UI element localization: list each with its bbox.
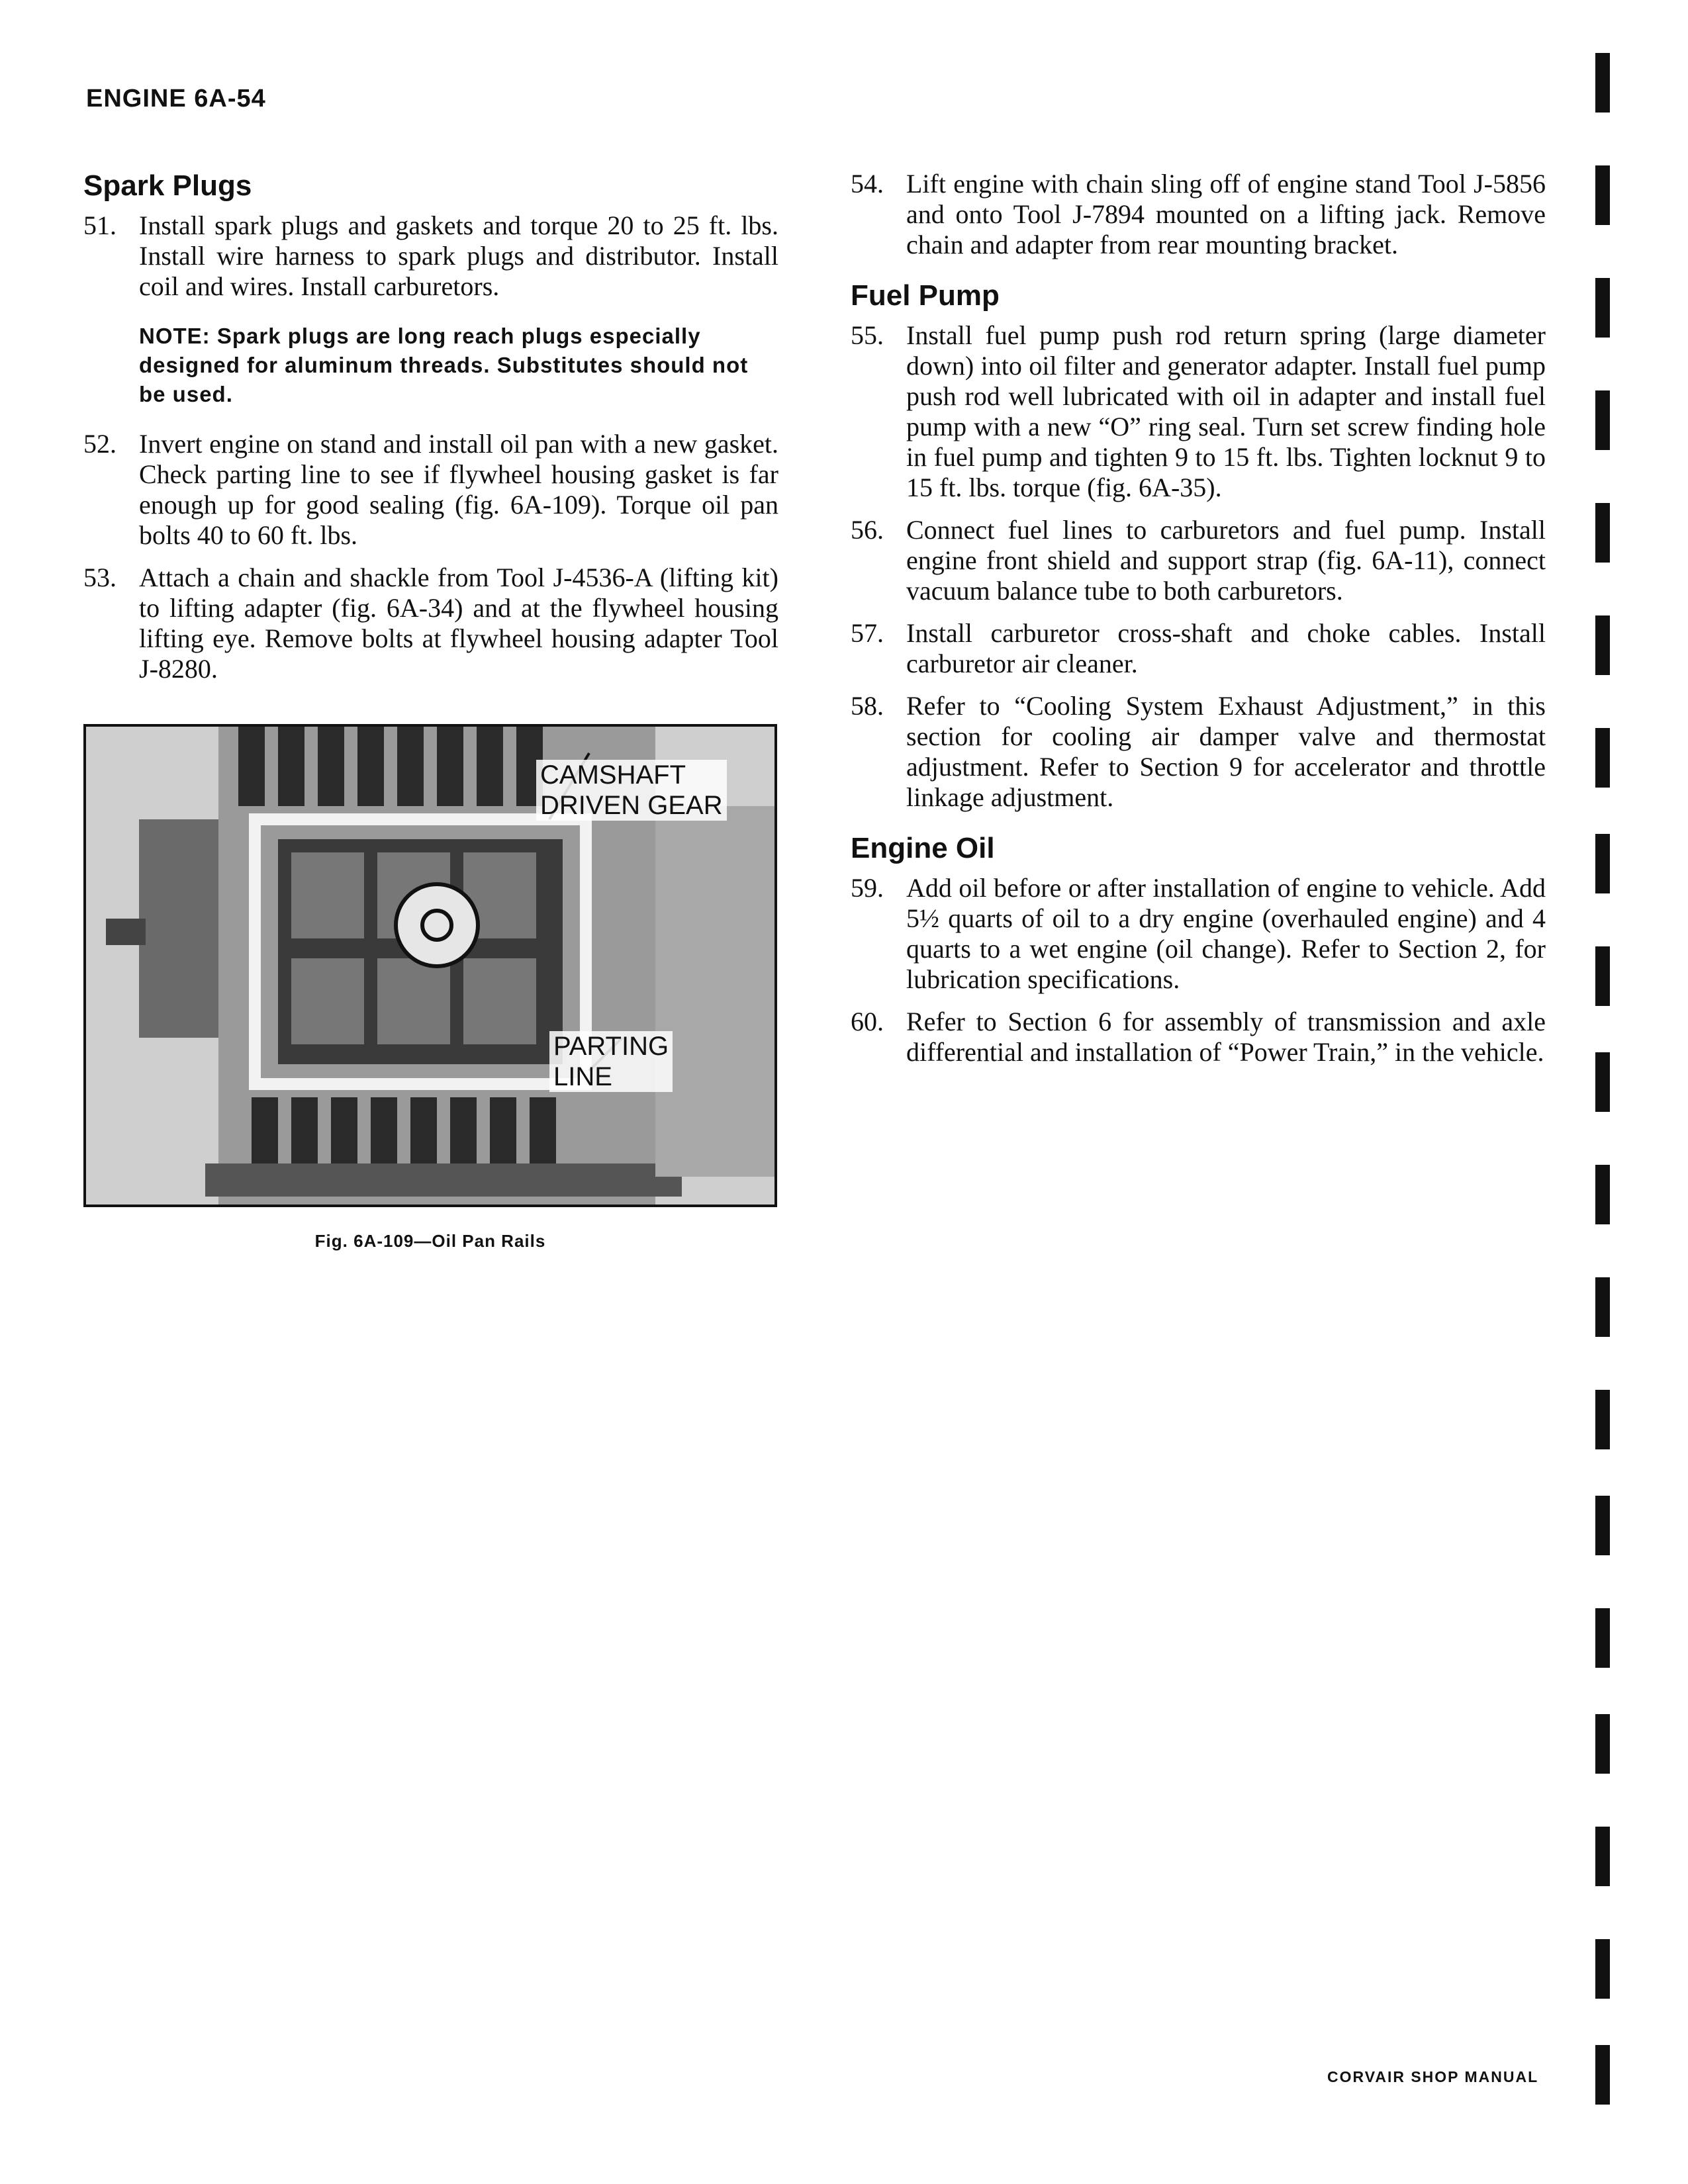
revision-bar bbox=[1595, 1939, 1610, 1999]
left-column bbox=[83, 169, 778, 1251]
revision-bar bbox=[1595, 53, 1610, 113]
step-number: 59. bbox=[851, 872, 884, 903]
step-58 bbox=[851, 691, 1546, 813]
step-56 bbox=[851, 515, 1546, 606]
step-number: 52. bbox=[83, 428, 117, 459]
revision-bar bbox=[1595, 503, 1610, 563]
step-text: Install carburetor cross-shaft and choke cables. Install carburetor air cleaner. bbox=[906, 617, 1546, 678]
step-number: 58. bbox=[851, 690, 884, 721]
revision-bar bbox=[1595, 165, 1610, 225]
section-title-engine-oil: Engine Oil bbox=[851, 831, 995, 864]
revision-bar bbox=[1595, 1165, 1610, 1224]
step-number: 56. bbox=[851, 514, 884, 545]
step-54 bbox=[851, 169, 1546, 260]
revision-bar bbox=[1595, 1827, 1610, 1886]
callout-camshaft bbox=[536, 760, 727, 821]
note: NOTE: Spark plugs are long reach plugs especially designed for aluminum threads. Substitutes should not be used. bbox=[139, 323, 749, 406]
callout-line: DRIVEN GEAR bbox=[540, 790, 723, 820]
revision-bar bbox=[1595, 2045, 1610, 2105]
revision-bar bbox=[1595, 1608, 1610, 1668]
revision-bar bbox=[1595, 278, 1610, 338]
revision-bar bbox=[1595, 615, 1610, 675]
step-60 bbox=[851, 1007, 1546, 1068]
step-text: Invert engine on stand and install oil pan with a new gasket. Check parting line to see if flywheel housing gasket is far enough up for good sealing (fig. 6A-109). Torque oil pan bolts 40 to 60 ft. lbs. bbox=[139, 428, 778, 550]
step-52 bbox=[83, 429, 778, 551]
step-number: 55. bbox=[851, 320, 884, 350]
callout-line: CAMSHAFT bbox=[540, 760, 686, 790]
step-number: 53. bbox=[83, 562, 117, 592]
revision-bar bbox=[1595, 946, 1610, 1006]
revision-bar bbox=[1595, 390, 1610, 450]
revision-bar bbox=[1595, 1714, 1610, 1774]
step-text: Refer to Section 6 for assembly of transmission and axle differential and installation of “Power Train,” in the vehicle. bbox=[906, 1006, 1546, 1067]
step-number: 51. bbox=[83, 210, 117, 240]
figure-caption: Fig. 6A-109—Oil Pan Rails bbox=[314, 1230, 546, 1251]
step-text: Install spark plugs and gaskets and torque 20 to 25 ft. lbs. Install wire harness to spark plugs and distributor. Install coil and wires. Install carburetors. bbox=[139, 210, 778, 301]
page-footer: CORVAIR SHOP MANUAL bbox=[1327, 2068, 1539, 2085]
section-title-fuel-pump: Fuel Pump bbox=[851, 279, 1000, 312]
step-text: Attach a chain and shackle from Tool J-4536-A (lifting kit) to lifting adapter (fig. 6A-34) and at the flywheel housing lifting eye. Remove bolts at flywheel housing adapter Tool J-8280. bbox=[139, 562, 778, 684]
revision-bar bbox=[1595, 1390, 1610, 1449]
step-number: 57. bbox=[851, 617, 884, 648]
step-text: Install fuel pump push rod return spring (large diameter down) into oil filter and generator adapter. Install fuel pump push rod well lubricated with oil in adapter and install fuel pump with a new “O” ring seal. Turn set screw finding hole in fuel pump and tighten 9 to 15 ft. lbs. Tighten locknut 9 to 15 ft. lbs. torque (fig. 6A-35). bbox=[906, 320, 1546, 502]
step-text: Lift engine with chain sling off of engine stand Tool J-5856 and onto Tool J-7894 mounted on a lifting jack. Remove chain and adapter from rear mounting bracket. bbox=[906, 169, 1546, 259]
right-column bbox=[851, 169, 1546, 1079]
step-59 bbox=[851, 873, 1546, 995]
step-55 bbox=[851, 320, 1546, 503]
section-title-spark-plugs: Spark Plugs bbox=[83, 169, 252, 202]
step-text: Refer to “Cooling System Exhaust Adjustment,” in this section for cooling air damper valve and thermostat adjustment. Refer to Section 9 for accelerator and throttle linkage adjustment. bbox=[906, 690, 1546, 812]
step-number: 54. bbox=[851, 169, 884, 199]
page-header: ENGINE 6A-54 bbox=[86, 85, 266, 113]
step-text: Connect fuel lines to carburetors and fuel pump. Install engine front shield and support strap (fig. 6A-11), connect vacuum balance tube to both carburetors. bbox=[906, 514, 1546, 606]
engine-photo bbox=[83, 724, 777, 1207]
step-number: 60. bbox=[851, 1006, 884, 1036]
step-text: Add oil before or after installation of engine to vehicle. Add 5½ quarts of oil to a dry engine (overhauled engine) and 4 quarts to a wet engine (oil change). Refer to Section 2, for lubrication specifications. bbox=[906, 872, 1546, 994]
step-57 bbox=[851, 618, 1546, 679]
step-53 bbox=[83, 563, 778, 684]
revision-bar bbox=[1595, 834, 1610, 893]
callout-line: PARTING bbox=[553, 1031, 669, 1061]
revision-bar bbox=[1595, 1052, 1610, 1112]
callout-line: LINE bbox=[553, 1062, 612, 1091]
step-51 bbox=[83, 210, 778, 302]
revision-bar bbox=[1595, 1496, 1610, 1555]
callout-parting-line bbox=[549, 1031, 673, 1092]
revision-bar bbox=[1595, 728, 1610, 788]
revision-bar bbox=[1595, 1277, 1610, 1337]
